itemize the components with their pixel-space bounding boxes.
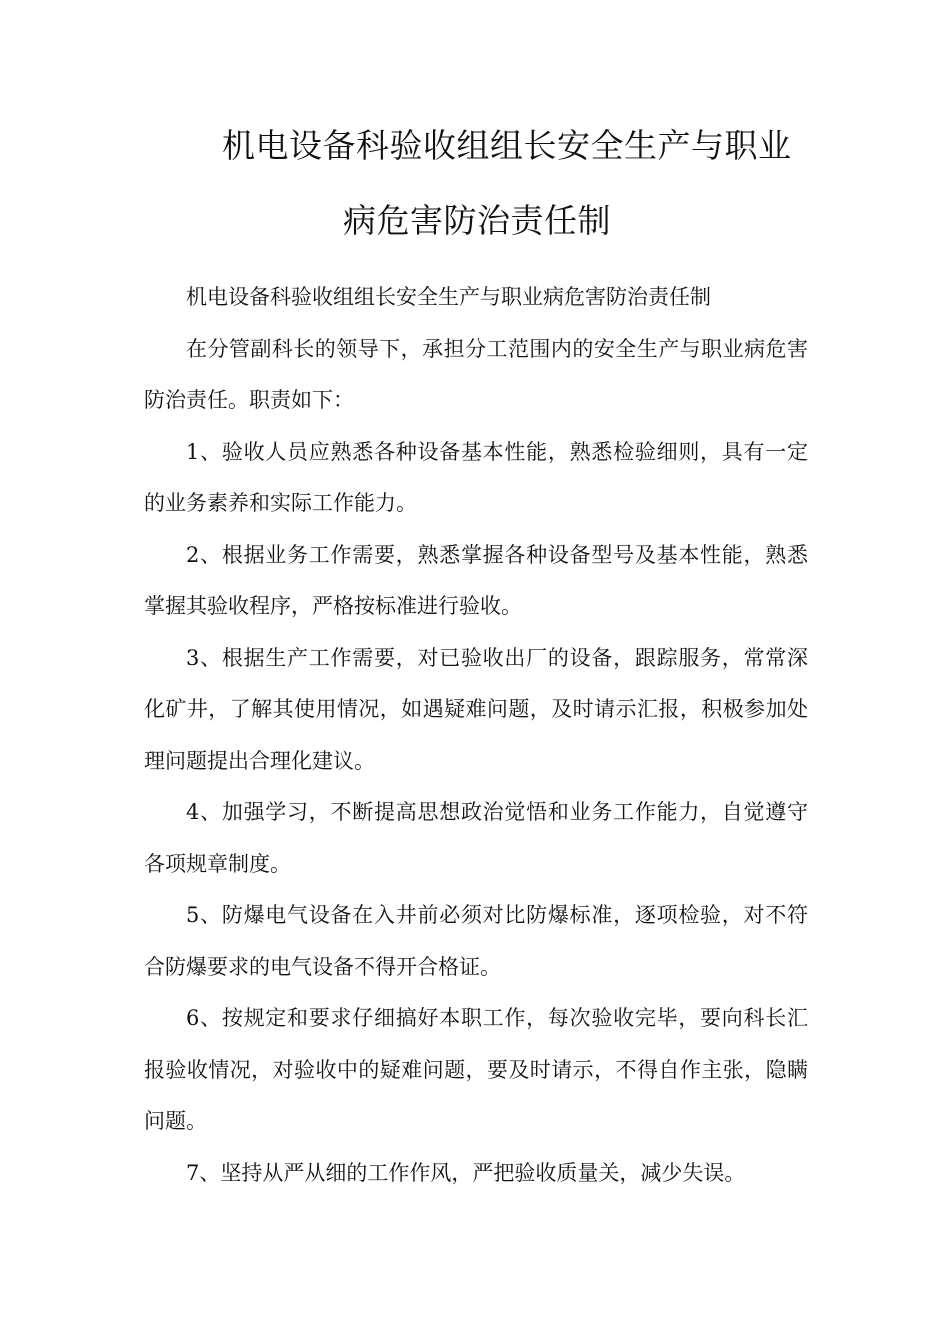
paragraph-intro: 在分管副科长的领导下，承担分工范围内的安全生产与职业病危害防治责任。职责如下： (144, 336, 808, 412)
paragraph-item-4: 4、加强学习，不断提高思想政治觉悟和业务工作能力，自觉遵守各项规章制度。 (144, 800, 808, 876)
document-title-line-2: 病危害防治责任制 (343, 201, 611, 240)
paragraph-item-1: 1、验收人员应熟悉各种设备基本性能，熟悉检验细则，具有一定的业务素养和实际工作能力。 (144, 439, 808, 515)
paragraph-item-2: 2、根据业务工作需要，熟悉掌握各种设备型号及基本性能，熟悉掌握其验收程序，严格按标准进行验收。 (144, 542, 808, 618)
paragraph-subtitle: 机电设备科验收组组长安全生产与职业病危害防治责任制 (186, 285, 711, 309)
paragraph-item-6: 6、按规定和要求仔细搞好本职工作，每次验收完毕，要向科长汇报验收情况，对验收中的疑难问题，要及时请示，不得自作主张，隐瞒问题。 (144, 1006, 808, 1133)
document-title-line-1: 机电设备科验收组组长安全生产与职业 (222, 126, 792, 165)
paragraph-item-3: 3、根据生产工作需要，对已验收出厂的设备，跟踪服务，常常深化矿井，了解其使用情况，如遇疑难问题，及时请示汇报，积极参加处理问题提出合理化建议。 (144, 645, 808, 773)
document-body (144, 272, 808, 1199)
paragraph-item-5: 5、防爆电气设备在入井前必须对比防爆标准，逐项检验，对不符合防爆要求的电气设备不得开合格证。 (144, 903, 808, 979)
paragraph-item-7: 7、坚持从严从细的工作作风，严把验收质量关，减少失误。 (186, 1160, 746, 1185)
